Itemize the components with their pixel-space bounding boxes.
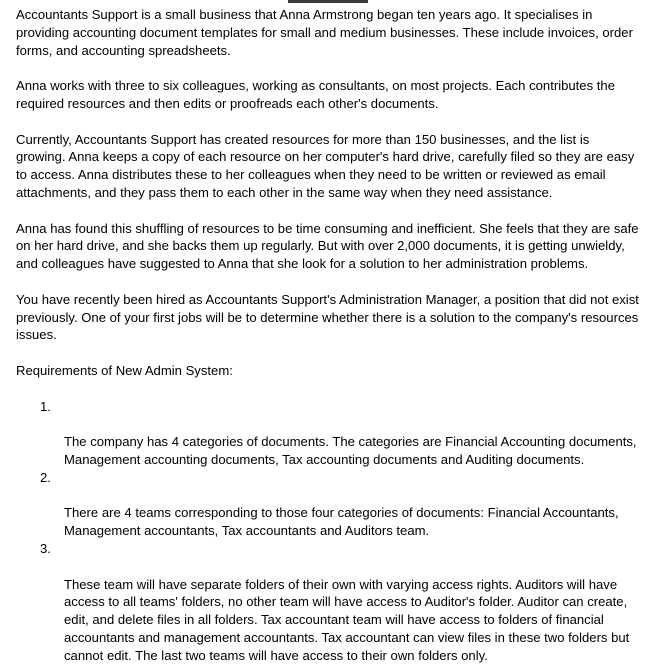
requirements-heading: Requirements of New Admin System: bbox=[16, 362, 233, 378]
requirement-text: The company has 4 categories of documents. The categories are Financial Accounting documents, Management accounting documents, Tax accounting documents and Auditing documents. bbox=[64, 434, 637, 467]
requirement-number: 1. bbox=[40, 398, 51, 414]
top-edge-bar bbox=[288, 0, 368, 3]
paragraph-current-situation: Currently, Accountants Support has created resources for more than 150 businesses, and the list is growing. Anna keeps a copy of each resource on her computer's hard drive, carefully filed so they are easy to access. Anna distributes these to her colleagues when they need to be written or reviewed as email attachments, and they pass them to each other in the same way when they need assistance. bbox=[16, 131, 635, 200]
requirement-text: These team will have separate folders of their own with varying access rights. Auditors will have access to all teams' folders, no other team will have access to Auditor's folder. Auditor can create, edit, and delete files in all folders. Tax accountant team will have access to folders of financial accountants and management accountants. Tax accountant can view files in these two folders but cannot edit. The last two teams will have access to their own folders only. bbox=[64, 576, 630, 663]
requirement-item bbox=[16, 469, 657, 540]
paragraph-your-role: You have recently been hired as Accountants Support's Administration Manager, a position that did not exist previously. One of your first jobs will be to determine whether there is a solution to the company's resources issues. bbox=[16, 291, 639, 343]
paragraph-intro: Accountants Support is a small business that Anna Armstrong began ten years ago. It specialises in providing accounting document templates for small and medium businesses. These include invoices, order forms, and accounting spreadsheets. bbox=[16, 7, 633, 58]
requirement-item bbox=[16, 398, 657, 469]
document-body bbox=[16, 6, 657, 664]
requirement-text: There are 4 teams corresponding to those four categories of documents: Financial Accountants, Management accountants, Tax accountants and Auditors team. bbox=[64, 505, 619, 539]
paragraph-colleagues: Anna works with three to six colleagues, working as consultants, on most projects. Each contributes the required resources and then edits or proofreads each other's documents. bbox=[16, 78, 615, 111]
requirement-item bbox=[16, 540, 657, 664]
requirements-list bbox=[16, 398, 657, 664]
requirement-number: 3. bbox=[40, 540, 51, 556]
requirement-number: 2. bbox=[40, 469, 51, 485]
paragraph-problem: Anna has found this shuffling of resources to be time consuming and inefficient. She feels that they are safe on her hard drive, and she backs them up regularly. But with over 2,000 documents, it is getting unwieldy, and colleagues have suggested to Anna that she look for a solution to her administration problems. bbox=[16, 220, 639, 272]
